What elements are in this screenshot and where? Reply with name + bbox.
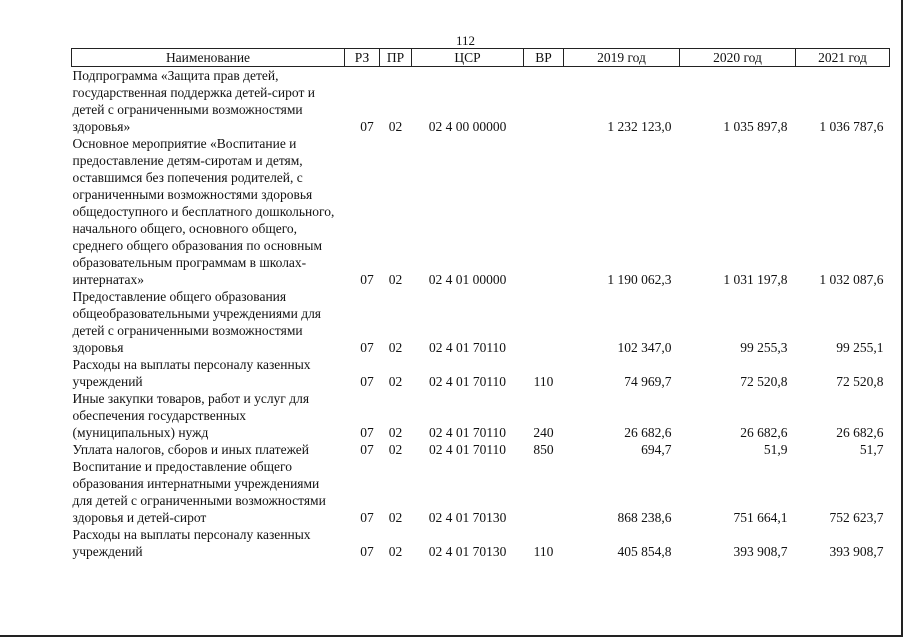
- row-name: Воспитание и предоставление общего образования интернатными учреждениями для детей с ограниченными возможностями здоровья и детей-сирот: [72, 459, 326, 525]
- row-vr: [524, 288, 564, 356]
- row-name: Предоставление общего образования общеобразовательными учреждениями для детей с ограниченными возможностями здоровья: [72, 289, 322, 355]
- row-2019: 102 347,0: [617, 340, 672, 355]
- row-name: Основное мероприятие «Воспитание и предоставление детям-сиротам и детям, оставшимся без попечения родителей, с ограниченными возможностями здоровья общедоступного и бесплатного дошкольного, начального общего, основного общего, среднего общего образования по основным образовательным программам в школах-интернатах»: [72, 136, 335, 287]
- row-2019: 405 854,8: [617, 544, 672, 559]
- row-name: Иные закупки товаров, работ и услуг для обеспечения государственных (муниципальных) нужд: [72, 391, 310, 440]
- row-name: Подпрограмма «Защита прав детей, государственная поддержка детей-сирот и детей с ограниченными возможностями здоровья»: [72, 68, 315, 134]
- row-vr: 110: [533, 374, 554, 389]
- table-row: [72, 288, 890, 356]
- page-number: 112: [456, 33, 476, 48]
- table-row: [72, 67, 890, 136]
- row-pr: 02: [388, 374, 403, 389]
- row-rz: 07: [360, 340, 374, 355]
- row-csr: 02 4 01 70110: [428, 374, 507, 389]
- table-row: [72, 458, 890, 526]
- table-row: [72, 135, 890, 288]
- row-pr: 02: [388, 119, 403, 134]
- row-2021: 51,7: [859, 442, 884, 457]
- row-vr: [524, 135, 564, 288]
- row-pr: 02: [388, 272, 403, 287]
- row-vr: 850: [533, 442, 554, 457]
- row-2020: 72 520,8: [740, 374, 788, 389]
- row-rz: 07: [360, 374, 374, 389]
- row-2019: 26 682,6: [624, 425, 672, 440]
- row-2020: 751 664,1: [733, 510, 788, 525]
- row-pr: 02: [388, 340, 403, 355]
- row-2019: 74 969,7: [624, 374, 672, 389]
- row-vr: [524, 458, 564, 526]
- row-vr: 110: [533, 544, 554, 559]
- row-pr: 02: [388, 442, 403, 457]
- row-rz: 07: [360, 119, 374, 134]
- row-csr: 02 4 01 70130: [428, 510, 507, 525]
- row-2020: 393 908,7: [733, 544, 788, 559]
- header-pr: ПР: [380, 49, 412, 67]
- row-2019: 1 190 062,3: [607, 272, 672, 287]
- row-csr: 02 4 01 70110: [428, 425, 507, 440]
- row-2020: 51,9: [763, 442, 788, 457]
- row-rz: 07: [360, 442, 374, 457]
- row-csr: 02 4 01 00000: [428, 272, 507, 287]
- row-2021: 393 908,7: [829, 544, 884, 559]
- row-csr: 02 4 01 70110: [428, 340, 507, 355]
- row-2020: 99 255,3: [740, 340, 788, 355]
- row-rz: 07: [360, 272, 374, 287]
- row-2020: 26 682,6: [740, 425, 788, 440]
- row-pr: 02: [388, 510, 403, 525]
- header-2021: 2021 год: [796, 49, 890, 67]
- budget-table: [71, 48, 890, 560]
- row-2019: 868 238,6: [617, 510, 672, 525]
- table-row: [72, 390, 890, 441]
- table-header-row: [72, 49, 890, 67]
- row-rz: 07: [360, 544, 374, 559]
- row-2020: 1 035 897,8: [723, 119, 788, 134]
- row-name: Расходы на выплаты персоналу казенных учреждений: [72, 527, 311, 559]
- header-vr: ВР: [524, 49, 564, 67]
- row-2021: 99 255,1: [836, 340, 884, 355]
- table-row: [72, 441, 890, 458]
- header-name: Наименование: [72, 49, 345, 67]
- row-rz: 07: [360, 425, 374, 440]
- row-csr: 02 4 01 70110: [428, 442, 507, 457]
- row-2021: 72 520,8: [836, 374, 884, 389]
- row-vr: [524, 67, 564, 136]
- row-name: Расходы на выплаты персоналу казенных учреждений: [72, 357, 311, 389]
- row-2020: 1 031 197,8: [723, 272, 788, 287]
- header-2019: 2019 год: [564, 49, 680, 67]
- header-rz: РЗ: [345, 49, 380, 67]
- row-2019: 1 232 123,0: [607, 119, 672, 134]
- row-name: Уплата налогов, сборов и иных платежей: [72, 442, 309, 457]
- table-row: [72, 526, 890, 560]
- table-row: [72, 356, 890, 390]
- row-2021: 1 036 787,6: [819, 119, 884, 134]
- row-2021: 752 623,7: [829, 510, 884, 525]
- row-pr: 02: [388, 544, 403, 559]
- row-pr: 02: [388, 425, 403, 440]
- header-2020: 2020 год: [680, 49, 796, 67]
- row-rz: 07: [360, 510, 374, 525]
- row-vr: 240: [533, 425, 554, 440]
- header-csr: ЦСР: [412, 49, 524, 67]
- row-2021: 1 032 087,6: [819, 272, 884, 287]
- row-2019: 694,7: [641, 442, 672, 457]
- row-csr: 02 4 01 70130: [428, 544, 507, 559]
- row-csr: 02 4 00 00000: [428, 119, 507, 134]
- row-2021: 26 682,6: [836, 425, 884, 440]
